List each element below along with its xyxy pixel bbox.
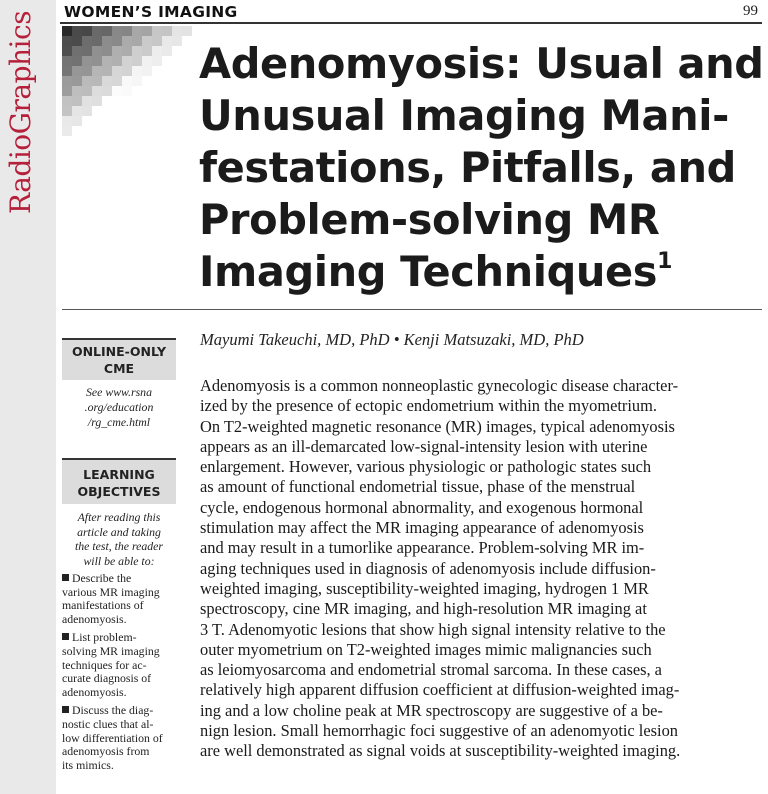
title-rule xyxy=(62,309,762,310)
checker-cell xyxy=(82,96,92,106)
checker-cell xyxy=(72,46,82,56)
checker-cell xyxy=(132,26,142,36)
checker-cell xyxy=(82,76,92,86)
checker-cell xyxy=(152,26,162,36)
checker-cell xyxy=(122,26,132,36)
cme-heading xyxy=(62,343,176,377)
title-line: festations, Pitfalls, and xyxy=(199,143,736,192)
abstract-line: weighted imaging, susceptibility-weighted imaging, hydrogen 1 MR xyxy=(200,578,649,598)
abstract-line: stimulation may affect the MR imaging appearance of adenomyosis xyxy=(200,518,644,538)
objectives-list xyxy=(62,572,176,777)
checker-cell xyxy=(102,86,112,96)
objective-item xyxy=(62,631,176,699)
checker-cell xyxy=(152,46,162,56)
checker-cell xyxy=(62,126,72,136)
abstract-line: and may result in a tumorlike appearance. Problem-solving MR im- xyxy=(200,538,645,558)
title-line: Imaging Techniques xyxy=(199,247,658,296)
checker-cell xyxy=(92,26,102,36)
abstract-line: 3 T. Adenomyotic lesions that show high signal intensity relative to the xyxy=(200,619,666,639)
abstract-line: aging techniques used in diagnosis of adenomyosis include diffusion- xyxy=(200,558,656,578)
abstract-line: cycle, endogenous hormonal abnormality, and exogenous hormonal xyxy=(200,497,644,517)
objective-line: Describe the xyxy=(72,571,132,585)
title-line: Adenomyosis: Usual and xyxy=(199,39,764,88)
abstract-line: enlargement. However, various physiologic or pathologic states such xyxy=(200,457,652,477)
checker-cell xyxy=(122,66,132,76)
checker-cell xyxy=(132,56,142,66)
objectives-heading xyxy=(62,466,176,500)
cme-link-note xyxy=(62,385,176,430)
objective-line: various MR imaging xyxy=(62,584,160,599)
abstract-line: appears as an ill-demarcated low-signal-intensity lesion with uterine xyxy=(200,436,648,456)
checker-cell xyxy=(112,36,122,46)
title-line: Unusual Imaging Mani- xyxy=(199,91,729,140)
checker-cell xyxy=(92,86,102,96)
bullet-square-icon xyxy=(62,706,69,713)
objective-line: techniques for ac- xyxy=(62,657,147,672)
checker-cell xyxy=(122,46,132,56)
checker-cell xyxy=(72,86,82,96)
checker-cell xyxy=(82,26,92,36)
checker-cell xyxy=(62,86,72,96)
objective-line: Discuss the diag- xyxy=(72,703,154,718)
checker-cell xyxy=(72,116,82,126)
abstract-line: ing and a low choline peak at MR spectroscopy are suggestive of a be- xyxy=(200,700,663,720)
checker-cell xyxy=(132,66,142,76)
checker-cell xyxy=(72,106,82,116)
section-heading: WOMEN’S IMAGING xyxy=(64,3,238,21)
checker-cell xyxy=(122,36,132,46)
objective-line: curate diagnosis of xyxy=(62,671,152,686)
checker-cell xyxy=(102,56,112,66)
cme-note-line: See www.rsna xyxy=(86,385,152,399)
checker-cell xyxy=(82,116,92,126)
checker-cell xyxy=(122,56,132,66)
checker-cell xyxy=(102,96,112,106)
checker-cell xyxy=(82,66,92,76)
objective-line: adenomyosis. xyxy=(62,684,127,699)
checker-cell xyxy=(112,66,122,76)
checker-cell xyxy=(82,36,92,46)
objective-item xyxy=(62,572,176,626)
checker-cell xyxy=(132,76,142,86)
checker-cell xyxy=(172,36,182,46)
bullet-square-icon xyxy=(62,574,69,581)
checker-cell xyxy=(92,76,102,86)
checker-cell xyxy=(172,26,182,36)
abstract-line: ized by the presence of ectopic endometrium within the myometrium. xyxy=(200,396,657,416)
abstract-line: as amount of functional endometrial tissue, phase of the menstrual xyxy=(200,477,636,497)
cme-note-line: /rg_cme.html xyxy=(87,415,151,429)
abstract-line: spectroscopy, cine MR imaging, and high-resolution MR imaging at xyxy=(200,599,647,619)
checker-cell xyxy=(92,96,102,106)
checker-cell xyxy=(142,26,152,36)
author-line: Mayumi Takeuchi, MD, PhD • Kenji Matsuzaki, MD, PhD xyxy=(200,330,584,349)
checker-cell xyxy=(142,46,152,56)
page-number: 99 xyxy=(743,3,758,19)
checker-cell xyxy=(72,36,82,46)
checker-cell xyxy=(92,106,102,116)
abstract-line: outer myometrium on T2-weighted images mimic malignancies such xyxy=(200,639,652,659)
checker-cell xyxy=(62,96,72,106)
objective-line: low differentiation of xyxy=(62,730,163,745)
checker-cell xyxy=(112,86,122,96)
checker-cell xyxy=(102,76,112,86)
checker-cell xyxy=(132,36,142,46)
objective-line: nostic clues that al- xyxy=(62,716,154,731)
checker-cell xyxy=(182,26,192,36)
checker-cell xyxy=(82,46,92,56)
checker-cell xyxy=(82,56,92,66)
checker-cell xyxy=(92,66,102,76)
checker-cell xyxy=(112,46,122,56)
title-line: Problem-solving MR xyxy=(199,195,660,244)
checker-cell xyxy=(112,76,122,86)
checker-cell xyxy=(152,36,162,46)
checker-cell xyxy=(62,56,72,66)
cme-heading-line: CME xyxy=(103,361,135,376)
checker-cell xyxy=(92,36,102,46)
checker-cell xyxy=(72,26,82,36)
checker-cell xyxy=(92,46,102,56)
checker-cell xyxy=(72,96,82,106)
objective-line: adenomyosis. xyxy=(62,611,127,626)
checker-cell xyxy=(102,66,112,76)
cme-note-line: .org/education xyxy=(84,400,154,414)
checker-cell xyxy=(82,106,92,116)
abstract-line: are well demonstrated as signal voids at susceptibility-weighted imaging. xyxy=(200,741,681,761)
checker-cell xyxy=(112,26,122,36)
checker-cell xyxy=(162,26,172,36)
objective-item xyxy=(62,704,176,772)
abstract-paragraph xyxy=(200,376,762,762)
checker-cell xyxy=(162,46,172,56)
abstract-line: as leiomyosarcoma and endometrial stromal sarcoma. In these cases, a xyxy=(200,660,662,680)
objectives-heading-line: OBJECTIVES xyxy=(77,484,161,499)
checker-cell xyxy=(132,46,142,56)
checker-cell xyxy=(172,46,182,56)
checker-cell xyxy=(62,76,72,86)
objectives-intro xyxy=(62,510,176,568)
checker-cell xyxy=(72,56,82,66)
objectives-intro-line: the test, the reader xyxy=(74,539,164,553)
title-footnote-marker: 1 xyxy=(657,249,672,274)
objective-line: solving MR imaging xyxy=(62,643,160,658)
checker-cell xyxy=(72,66,82,76)
objective-line: its mimics. xyxy=(62,757,114,772)
checker-cell xyxy=(182,36,192,46)
header-rule xyxy=(60,22,762,24)
checkerboard-decoration xyxy=(62,26,192,136)
checker-cell xyxy=(112,56,122,66)
checker-cell xyxy=(72,126,82,136)
checker-cell xyxy=(62,116,72,126)
abstract-line: Adenomyosis is a common nonneoplastic gynecologic disease character- xyxy=(200,376,679,395)
abstract-line: On T2-weighted magnetic resonance (MR) images, typical adenomyosis xyxy=(200,416,675,436)
article-title xyxy=(199,38,765,298)
objectives-intro-line: will be able to: xyxy=(83,553,155,568)
checker-cell xyxy=(62,106,72,116)
abstract-line: relatively high apparent diffusion coefficient at diffusion-weighted imag- xyxy=(200,680,680,700)
checker-cell xyxy=(102,26,112,36)
checker-cell xyxy=(82,86,92,96)
checker-cell xyxy=(152,56,162,66)
checker-cell xyxy=(142,56,152,66)
objectives-intro-line: After reading this xyxy=(77,510,161,524)
checker-cell xyxy=(142,36,152,46)
objective-line: List problem- xyxy=(72,630,137,645)
checker-cell xyxy=(62,46,72,56)
checker-cell xyxy=(162,36,172,46)
bullet-square-icon xyxy=(62,633,69,640)
checker-cell xyxy=(72,76,82,86)
checker-cell xyxy=(62,66,72,76)
objective-line: adenomyosis from xyxy=(62,744,150,759)
cme-heading-line: ONLINE-ONLY xyxy=(71,344,167,359)
checker-cell xyxy=(142,66,152,76)
objective-line: manifestations of xyxy=(62,598,144,613)
checker-cell xyxy=(122,76,132,86)
checker-cell xyxy=(122,86,132,96)
checker-cell xyxy=(62,26,72,36)
objectives-heading-line: LEARNING xyxy=(83,467,155,482)
journal-logo: RadioGraphics xyxy=(4,10,37,214)
checker-cell xyxy=(102,36,112,46)
checker-cell xyxy=(62,36,72,46)
objectives-intro-line: article and taking xyxy=(77,524,161,539)
checker-cell xyxy=(102,46,112,56)
abstract-line: nign lesion. Small hemorrhagic foci suggestive of an adenomyotic lesion xyxy=(200,721,678,741)
checker-cell xyxy=(92,56,102,66)
